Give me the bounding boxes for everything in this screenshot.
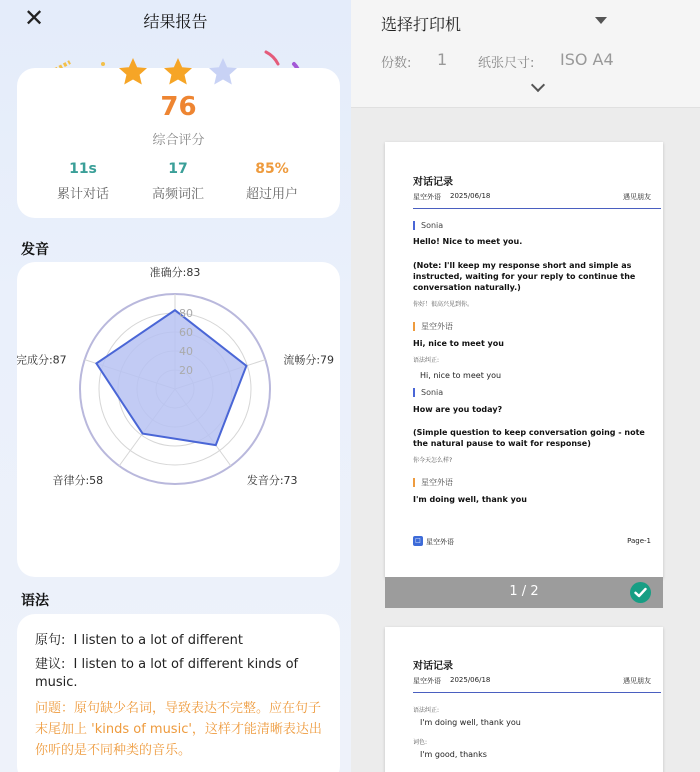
stat-value: 85% [255, 161, 289, 177]
message-translation: 你好！很高兴见到你。 [413, 301, 474, 308]
original-label: 原句: [35, 633, 66, 648]
suggestion-label: 建议: [35, 657, 66, 672]
suggestion-sentence: I listen to a lot of different kinds of music. [35, 657, 299, 690]
speaker-user: 星空外语 [413, 322, 453, 331]
print-page-1[interactable] [385, 142, 663, 578]
grammar-card [17, 614, 340, 772]
print-options-header [351, 0, 700, 108]
stat-value: 17 [168, 161, 188, 177]
radar-tick-label: 20 [179, 364, 193, 377]
radar-tick-label: 40 [179, 345, 193, 358]
printer-select[interactable]: 选择打印机 [381, 15, 462, 34]
radar-axis-label: 准确分:83 [149, 266, 201, 279]
speaker-sonia: Sonia [413, 221, 443, 230]
message-text: How are you today? [413, 405, 503, 414]
page-partner: 遇见朋友 [623, 193, 651, 201]
dropdown-arrow-icon[interactable] [595, 17, 607, 24]
grammar-fix-text: I'm doing well, thank you [420, 718, 521, 727]
page-divider [413, 208, 661, 209]
stat-dialogue [33, 161, 133, 202]
original-sentence: I listen to a lot of different [73, 633, 243, 648]
page-title: 结果报告 [143, 12, 208, 31]
grammar-fix-label: 语法纠正: [413, 357, 440, 364]
star-empty-icon [207, 56, 239, 88]
page-partner: 遇见朋友 [623, 677, 651, 685]
page-counter: 1 / 2 [509, 584, 539, 599]
speaker-user: 星空外语 [413, 478, 453, 487]
word-label: 词色: [413, 739, 428, 746]
radar-axis-label: 完成分:87 [17, 353, 67, 367]
pronunciation-radar-chart [17, 262, 340, 577]
page-doc-title: 对话记录 [413, 661, 453, 672]
radar-axis-label: 流畅分:79 [283, 353, 335, 367]
section-title-pronunciation: 发音 [21, 242, 49, 258]
grammar-issue-text: 问题：原句缺少名词，导致表达不完整。应在句子末尾加上 'kinds of music'，这样才能清晰表达出你听的是不同种类的音乐。 [35, 701, 322, 758]
message-note: (Simple question to keep conversation going - note the natural pause to wait for response) [413, 428, 645, 448]
footer-app-name: 星空外语 [426, 538, 454, 546]
app-logo-icon: □ [413, 536, 423, 546]
radar-axis-label: 发音分:73 [246, 473, 298, 487]
word-text: I'm good, thanks [420, 750, 487, 759]
radar-tick-label: 60 [179, 326, 193, 339]
radar-card [17, 262, 340, 577]
star-filled-icon [162, 56, 194, 88]
star-filled-icon [117, 56, 149, 88]
stat-value: 11s [69, 161, 97, 177]
speaker-sonia: Sonia [413, 388, 443, 397]
grammar-fix-text: Hi, nice to meet you [420, 371, 502, 380]
stat-rank [222, 161, 322, 202]
stat-vocab [128, 161, 228, 202]
page-date: 2025/06/18 [450, 676, 491, 684]
score-card [17, 68, 340, 218]
suggestion-row [35, 656, 322, 692]
paper-size-select[interactable]: ISO A4 [560, 50, 614, 69]
copies-label: 份数: [381, 56, 412, 71]
footer-page-number: Page-1 [627, 537, 651, 545]
grammar-fix-label: 语法纠正: [413, 707, 440, 714]
message-text: Hello! Nice to meet you. [413, 237, 523, 246]
message-text: I'm doing well, thank you [413, 495, 527, 504]
message-note: (Note: I'll keep my response short and simple as instructed, waiting for your reply to continue the conversation naturally.) [413, 261, 636, 292]
page-divider [413, 692, 661, 693]
section-title-grammar: 语法 [21, 593, 49, 609]
page-app-name: 星空外语 [413, 677, 441, 685]
overall-score-label: 综合评分 [152, 133, 205, 148]
radar-axis-label: 音律分:58 [52, 473, 104, 487]
page-app-name: 星空外语 [413, 193, 441, 201]
overall-score: 76 [160, 92, 197, 122]
stat-label: 高频词汇 [151, 187, 204, 202]
close-icon[interactable]: ✕ [23, 4, 45, 32]
page-doc-title: 对话记录 [413, 177, 453, 188]
stat-label: 累计对话 [56, 187, 109, 202]
page-selected-check-icon[interactable] [630, 582, 651, 603]
stat-label: 超过用户 [245, 187, 298, 202]
paper-size-label: 纸张尺寸: [478, 56, 535, 71]
original-sentence-row [35, 632, 322, 650]
copies-input[interactable]: 1 [437, 50, 448, 69]
print-page-2[interactable] [385, 627, 663, 772]
message-translation: 你今天怎么样? [413, 457, 453, 464]
page-date: 2025/06/18 [450, 192, 491, 200]
message-text: Hi, nice to meet you [413, 339, 504, 348]
print-preview-panel [351, 0, 700, 772]
page-selection-bar[interactable] [385, 577, 663, 608]
expand-options-chevron-icon[interactable] [531, 78, 545, 92]
radar-tick-label: 80 [179, 307, 193, 320]
